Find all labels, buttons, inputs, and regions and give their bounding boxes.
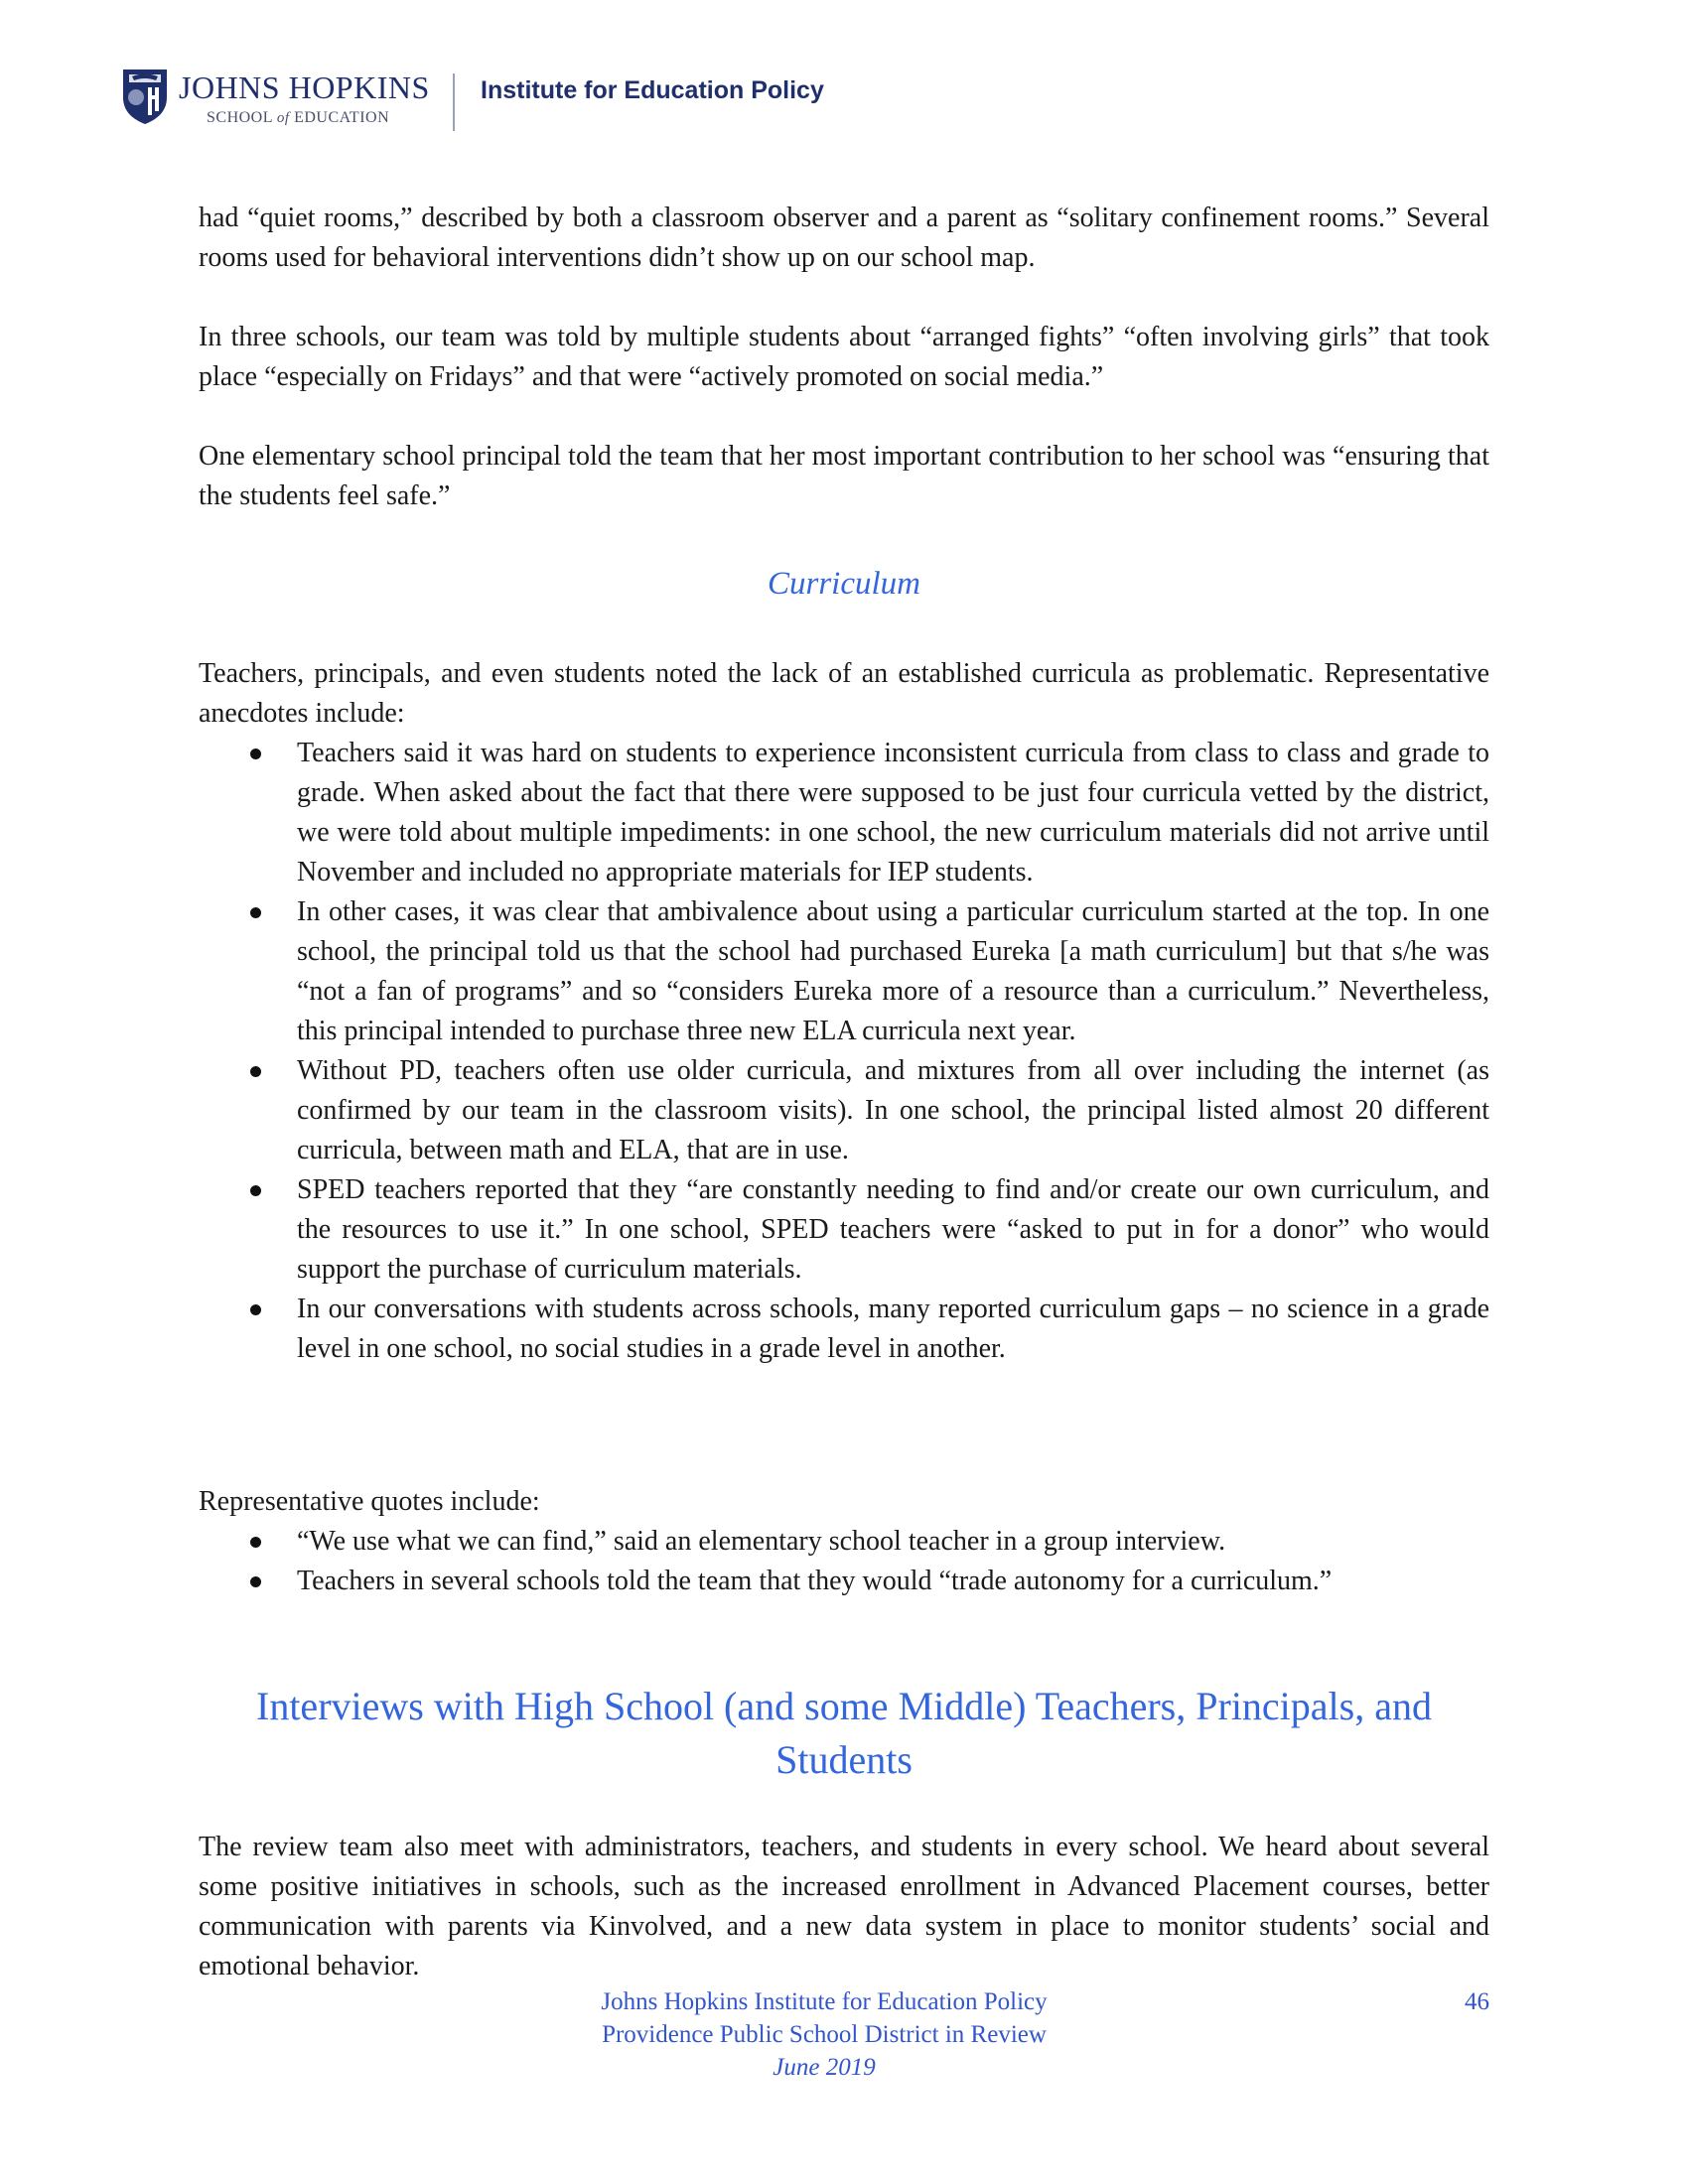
- bullet-icon: [250, 1537, 261, 1548]
- bullet-icon: [250, 1185, 261, 1196]
- bullet-icon: [250, 1066, 261, 1077]
- paragraph-text: In three schools, our team was told by multiple students about “arranged fights” “often involving girls” that took place “especially on Fridays” and that were “actively promoted on social media.”: [199, 322, 1489, 392]
- list-item-text: In our conversations with students across schools, many reported curriculum gaps – no science in a grade level in one school, no social studies in a grade level in another.: [297, 1294, 1489, 1364]
- intro-paragraph-1: [199, 199, 1489, 278]
- institute-name: Institute for Education Policy: [481, 76, 824, 104]
- page-header: [121, 66, 876, 135]
- logo-education-text: EDUCATION: [294, 109, 390, 126]
- curriculum-section: [199, 566, 1489, 603]
- bullet-icon: [250, 1304, 261, 1315]
- anecdote-list: [199, 734, 1489, 1369]
- paragraph-text: One elementary school principal told the team that her most important contribution to her school was “ensuring that the students feel safe.”: [199, 441, 1489, 511]
- logo-of-text: of: [276, 110, 290, 126]
- list-item-text: SPED teachers reported that they “are constantly needing to find and/or create our own curriculum, and the resources to use it.” In one school, SPED teachers were “asked to put in for a donor” who would support the purchase of curriculum materials.: [297, 1174, 1489, 1285]
- footer-date: June 2019: [773, 2054, 876, 2081]
- list-item: [199, 1522, 1489, 1562]
- list-item: [199, 734, 1489, 892]
- interviews-paragraph: [199, 1828, 1489, 1986]
- header-divider: [453, 73, 455, 131]
- quotes-intro: Representative quotes include:: [199, 1486, 540, 1517]
- intro-paragraph-3: [199, 437, 1489, 516]
- section-heading-interviews: [199, 1680, 1489, 1787]
- page-number: 46: [1465, 1988, 1489, 2015]
- footer-line-1: Johns Hopkins Institute for Education Policy: [601, 1988, 1048, 2015]
- jhu-shield-icon: [121, 68, 169, 125]
- paragraph-text: The review team also meet with administrators, teachers, and students in every school. We heard about several some positive initiatives in schools, such as the increased enrollment in Advanced Placement courses, better communication with parents via Kinvolved, and a new data system in place to monitor students’ social and emotional behavior.: [199, 1832, 1489, 1981]
- footer-text: [457, 1985, 1192, 2084]
- curriculum-intro: Teachers, principals, and even students noted the lack of an established curricula as problematic. Representative anecdotes include:: [199, 658, 1489, 729]
- list-item-text: “We use what we can find,” said an elementary school teacher in a group interview.: [297, 1526, 1226, 1557]
- logo-subtitle: [207, 109, 389, 127]
- bullet-icon: [250, 907, 261, 918]
- paragraph-text: had “quiet rooms,” described by both a classroom observer and a parent as “solitary confinement rooms.” Several rooms used for behavioral interventions didn’t show up on our school map.: [199, 203, 1489, 273]
- list-item: [199, 1290, 1489, 1369]
- list-item: [199, 1562, 1489, 1601]
- footer-line-2: Providence Public School District in Review: [602, 2021, 1047, 2048]
- section-heading-curriculum: Curriculum: [767, 566, 920, 602]
- list-item-text: In other cases, it was clear that ambivalence about using a particular curriculum started at the top. In one school, the principal told us that the school had purchased Eureka [a math curriculum] but that s/he was “not a fan of programs” and so “considers Eureka more of a resource than a curriculum.” Nevertheless, this principal intended to purchase three new ELA curricula next year.: [297, 896, 1489, 1046]
- list-item: [199, 1051, 1489, 1170]
- logo-wordmark: JOHNS HOPKINS: [179, 69, 430, 105]
- list-item-text: Without PD, teachers often use older curricula, and mixtures from all over including the internet (as confirmed by our team in the classroom visits). In one school, the principal listed almost 20 different curricula, between math and ELA, that are in use.: [297, 1055, 1489, 1165]
- heading-line-2: Students: [775, 1737, 913, 1782]
- interviews-section: [199, 1680, 1489, 1787]
- list-item: [199, 1170, 1489, 1290]
- curriculum-body: [199, 654, 1489, 1369]
- list-item-text: Teachers said it was hard on students to experience inconsistent curricula from class to class and grade to grade. When asked about the fact that there were supposed to be just four curricula vetted by the district, we were told about multiple impediments: in one school, the new curriculum materials did not arrive until November and included no appropriate materials for IEP students.: [297, 738, 1489, 887]
- quotes-block: [199, 1482, 1489, 1601]
- quote-list: [199, 1522, 1489, 1601]
- bullet-icon: [250, 749, 261, 759]
- heading-line-1: Interviews with High School (and some Middle) Teachers, Principals, and: [256, 1684, 1432, 1728]
- bullet-icon: [250, 1576, 261, 1587]
- list-item-text: Teachers in several schools told the team that they would “trade autonomy for a curriculum.”: [297, 1566, 1333, 1596]
- logo-school-text: SCHOOL: [207, 109, 273, 126]
- intro-paragraph-2: [199, 318, 1489, 397]
- list-item: [199, 892, 1489, 1051]
